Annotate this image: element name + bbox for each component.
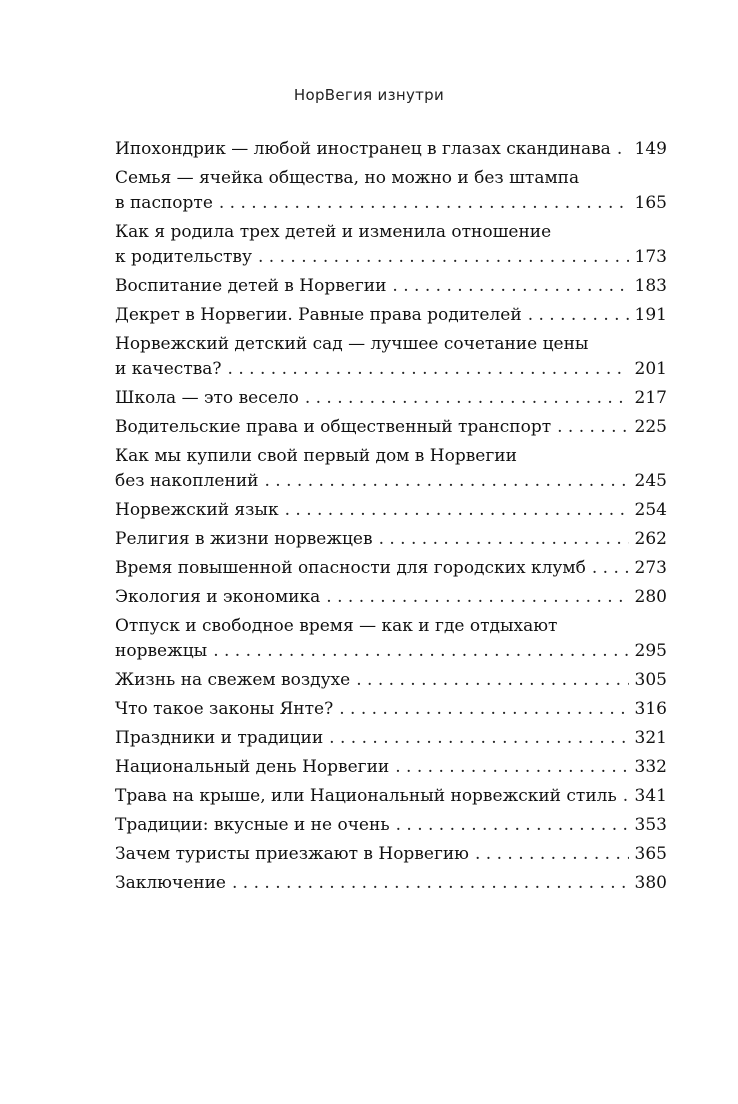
toc-page-number: 295 (634, 641, 667, 661)
toc-page-number: 254 (634, 500, 667, 520)
dot-leader (264, 469, 628, 494)
toc-entry-title-line1: Отпуск и свободное время — как и где отдыхают (115, 616, 558, 636)
toc-entry (115, 668, 667, 693)
toc-entry (115, 726, 667, 751)
toc-entry-line (115, 726, 667, 751)
toc-entry-line (115, 469, 667, 494)
toc-entry-title: в паспорте (115, 193, 213, 213)
toc-entry-title: Жизнь на свежем воздухе (115, 670, 351, 690)
toc-entry-title: Национальный день Норвегии (115, 757, 390, 777)
toc-entry-line (115, 191, 667, 216)
toc-page-number: 149 (634, 139, 667, 159)
toc-entry (115, 137, 667, 162)
dot-leader (219, 191, 629, 216)
toc-entry-line (115, 137, 667, 162)
toc-page-number: 262 (634, 529, 667, 549)
toc-page-number: 245 (634, 471, 667, 491)
toc-entry-title: Трава на крыше, или Национальный норвежский стиль (115, 786, 617, 806)
toc-page-number: 173 (634, 247, 667, 267)
toc-entry (115, 697, 667, 722)
toc-entry-line (115, 357, 667, 382)
toc-entry-line (115, 245, 667, 270)
toc-entry-title: Традиции: вкусные и не очень (115, 815, 390, 835)
toc-entry-title: Школа — это весело (115, 388, 299, 408)
toc-entry (115, 585, 667, 610)
toc-page-number: 332 (634, 757, 667, 777)
toc-entry (115, 166, 667, 216)
toc-page-number: 380 (634, 873, 667, 893)
toc-entry-title: Норвежский язык (115, 500, 279, 520)
toc-entry (115, 527, 667, 552)
dot-leader (617, 137, 629, 162)
toc-entry-line (115, 813, 667, 838)
toc-entry-title: Водительские права и общественный транспорт (115, 417, 552, 437)
toc-entry-title-line1: Норвежский детский сад — лучшее сочетание цены (115, 334, 589, 354)
running-header: НорВегия изнутри (293, 86, 445, 104)
toc-entry-title: Ипохондрик — любой иностранец в глазах скандинава (115, 139, 611, 159)
table-of-contents (115, 137, 667, 900)
dot-leader (475, 842, 629, 867)
toc-entry-line (115, 585, 667, 610)
toc-page-number: 165 (634, 193, 667, 213)
toc-entry-line (115, 527, 667, 552)
toc-page-number: 201 (634, 359, 667, 379)
toc-page-number: 341 (634, 786, 667, 806)
toc-page-number: 321 (634, 728, 667, 748)
toc-entry-line (115, 697, 667, 722)
toc-entry-line (115, 842, 667, 867)
toc-page-number: 353 (634, 815, 667, 835)
toc-entry-line (115, 755, 667, 780)
toc-entry (115, 444, 667, 494)
toc-entry-line (115, 639, 667, 664)
toc-entry-line (115, 556, 667, 581)
toc-entry-title: Заключение (115, 873, 226, 893)
toc-entry-line (115, 498, 667, 523)
toc-page-number: 365 (634, 844, 667, 864)
toc-entry-title-line1: Как мы купили свой первый дом в Норвегии (115, 446, 517, 466)
toc-entry-title: Время повышенной опасности для городских клумб (115, 558, 586, 578)
toc-entry-line (115, 303, 667, 328)
toc-entry (115, 614, 667, 664)
toc-page-number: 191 (634, 305, 667, 325)
toc-entry (115, 871, 667, 896)
dot-leader (392, 274, 628, 299)
toc-entry-title: Воспитание детей в Норвегии (115, 276, 387, 296)
dot-leader (213, 639, 628, 664)
toc-page-number: 316 (634, 699, 667, 719)
toc-entry (115, 498, 667, 523)
toc-entry (115, 842, 667, 867)
dot-leader (326, 585, 628, 610)
toc-entry-line (115, 386, 667, 411)
dot-leader (305, 386, 629, 411)
toc-entry-title: Декрет в Норвегии. Равные права родителей (115, 305, 522, 325)
toc-page-number: 273 (634, 558, 667, 578)
dot-leader (232, 871, 629, 896)
toc-entry-line (115, 784, 667, 809)
toc-entry-title-line1: Как я родила трех детей и изменила отношение (115, 222, 552, 242)
toc-entry (115, 220, 667, 270)
toc-entry (115, 415, 667, 440)
toc-entry (115, 784, 667, 809)
dot-leader (258, 245, 629, 270)
toc-entry-title: Зачем туристы приезжают в Норвегию (115, 844, 469, 864)
toc-entry (115, 813, 667, 838)
dot-leader (592, 556, 629, 581)
toc-entry (115, 303, 667, 328)
toc-entry-line (115, 415, 667, 440)
dot-leader (396, 813, 629, 838)
toc-entry (115, 386, 667, 411)
dot-leader (228, 357, 629, 382)
toc-entry-title: к родительству (115, 247, 252, 267)
dot-leader (356, 668, 628, 693)
toc-entry (115, 755, 667, 780)
dot-leader (329, 726, 628, 751)
dot-leader (557, 415, 628, 440)
toc-entry-title: Праздники и традиции (115, 728, 324, 748)
dot-leader (339, 697, 628, 722)
toc-entry-line (115, 668, 667, 693)
dot-leader (379, 527, 629, 552)
toc-entry-title: Религия в жизни норвежцев (115, 529, 373, 549)
toc-entry (115, 274, 667, 299)
toc-entry-title: без накоплений (115, 471, 259, 491)
toc-entry-title: норвежцы (115, 641, 208, 661)
toc-page-number: 225 (634, 417, 667, 437)
toc-entry-title: Что такое законы Янте? (115, 699, 334, 719)
dot-leader (395, 755, 628, 780)
toc-entry-title: и качества? (115, 359, 222, 379)
toc-entry (115, 556, 667, 581)
toc-entry-line (115, 871, 667, 896)
toc-entry-title: Экология и экономика (115, 587, 321, 607)
toc-page-number: 305 (634, 670, 667, 690)
toc-page-number: 280 (634, 587, 667, 607)
toc-page-number: 217 (634, 388, 667, 408)
toc-page-number: 183 (634, 276, 667, 296)
dot-leader (528, 303, 629, 328)
toc-entry-title-line1: Семья — ячейка общества, но можно и без штампа (115, 168, 580, 188)
toc-entry-line (115, 274, 667, 299)
toc-entry (115, 332, 667, 382)
dot-leader (285, 498, 629, 523)
dot-leader (623, 784, 629, 809)
